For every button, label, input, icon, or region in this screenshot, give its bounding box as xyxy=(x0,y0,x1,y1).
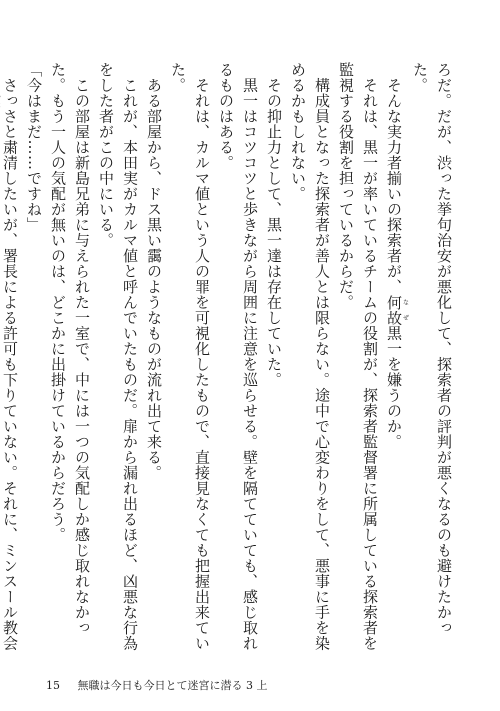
text-line: これが、本田実がカルマ値と呼んでいたものだ。扉から漏れ出るほど、凶悪な行為をした者がこの中にいる。 xyxy=(97,62,139,651)
text-segment: さっさと粛清したいが、署長による許可も下りていない。それに、ミンスール教会 xyxy=(1,77,19,651)
text-line xyxy=(382,62,408,660)
text-line: その抑止力として、黒一達は存在していた。 xyxy=(265,62,283,388)
text-line: それは、黒一が率いているチームの役割が、探索者監督署に所属している探索者を監視する役割を担っているからだ。 xyxy=(337,62,379,651)
text-line: 「今はまだ……ですね」 xyxy=(25,62,43,233)
text-segment: 黒一 xyxy=(385,325,403,357)
text-line: この部屋は新島兄弟に与えられた一室で、中には一つの気配しか感じ取れなかった。もう一人の気配が無いのは、どこかに出掛けているからだろう。 xyxy=(49,62,91,636)
text-segment: を嫌うのか。 xyxy=(385,356,403,450)
text-line: ろだ。だが、渋った挙句治安が悪化して、探索者の評判が悪くなるのも避けたかった。 xyxy=(411,62,453,636)
ruby-nani: 何故なぜ xyxy=(385,294,409,326)
text-line xyxy=(0,62,22,660)
page-number: 15 xyxy=(46,679,60,692)
book-title: 無職は今日も今日とて迷宮に潜る 3 上 xyxy=(77,679,268,692)
text-line: 構成員となった探索者が善人とは限らない。途中で心変わりをして、悪事に手を染めるかもしれない。 xyxy=(289,62,331,651)
text-line: ある部屋から、ドス黒い靄のようなものが流れ出て来る。 xyxy=(145,62,163,481)
text-line: それは、カルマ値という人の罪を可視化したもので、直接見なくても把握出来ていた。 xyxy=(169,62,211,651)
page-footer xyxy=(46,677,268,693)
text-segment: そんな実力者揃いの探索者が、 xyxy=(385,62,403,295)
novel-body-text xyxy=(1,62,456,660)
text-line: 黒一はコツコツと歩きながら周囲に注意を巡らせる。壁を隔てていても、感じ取れるものはある。 xyxy=(217,62,259,651)
